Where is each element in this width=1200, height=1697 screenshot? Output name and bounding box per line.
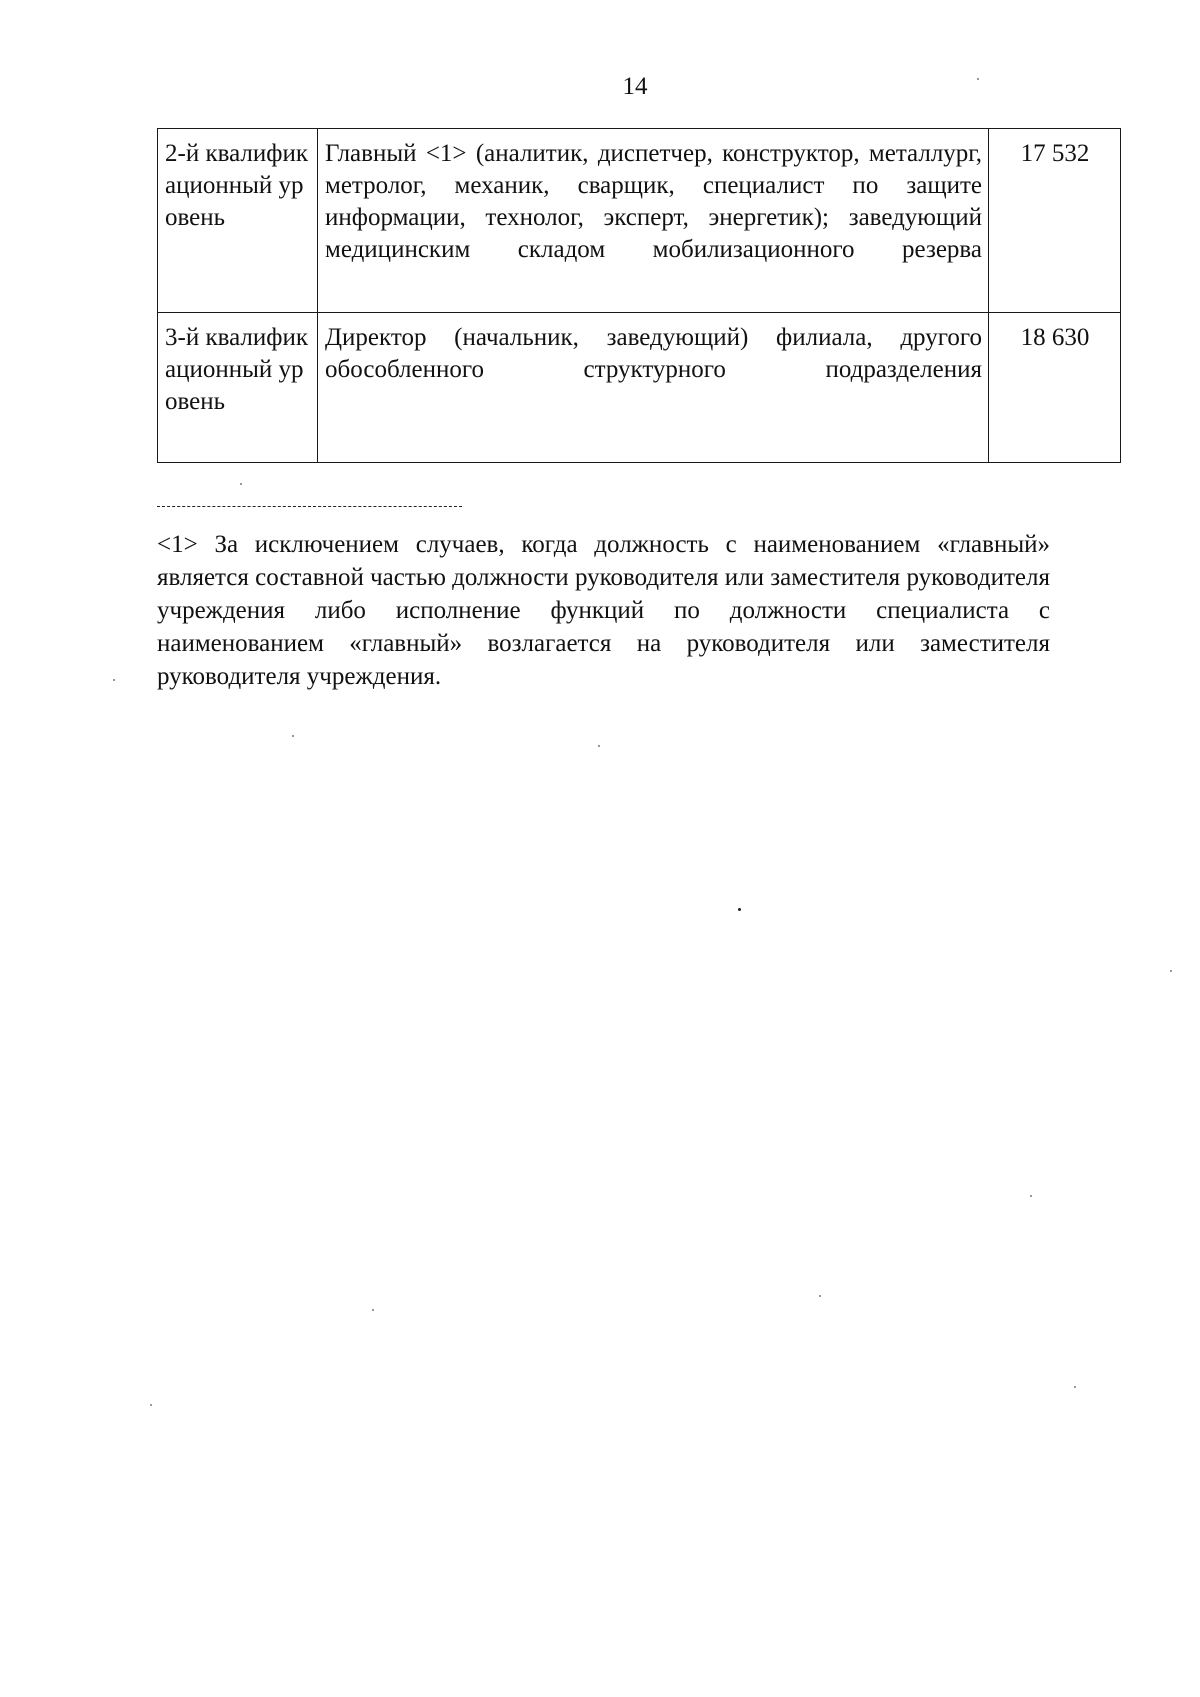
footnote-text: <1> За исключением случаев, когда должность с наименованием «главный» является составной частью должности руководителя или заместителя руководителя учреждения либо исполнение функций по должности специалиста с наименованием «главный» возлагается на руководителя или заместителя руководителя учреждения. [157, 531, 1050, 690]
scan-speck [1170, 970, 1172, 972]
scan-speck [240, 483, 242, 485]
table-row [158, 129, 1121, 313]
scan-speck [1030, 1195, 1032, 1197]
scan-speck [292, 735, 294, 737]
table-row [158, 313, 1121, 463]
qualification-level-cell: 2-й квалификационный уровень [158, 129, 318, 313]
salary-cell: 18 630 [989, 313, 1121, 463]
scan-speck [150, 1404, 152, 1406]
scan-speck [819, 1295, 821, 1297]
salary-table [157, 128, 1121, 463]
positions-cell: Директор (начальник, заведующий) филиала, другого обособленного структурного подразделения [318, 313, 989, 463]
page-number: 14 [622, 73, 648, 100]
scan-speck [372, 1309, 374, 1311]
scan-speck [738, 908, 741, 911]
scan-speck [598, 745, 600, 747]
scan-speck [1074, 1386, 1076, 1388]
scan-speck [113, 679, 115, 681]
positions-cell: Главный <1> (аналитик, диспетчер, конструктор, металлург, метролог, механик, сварщик, специалист по защите информации, технолог, эксперт, энергетик); заведующий медицинским складом мобилизационного резерва [318, 129, 989, 313]
qualification-level-cell: 3-й квалификационный уровень [158, 313, 318, 463]
scan-speck [977, 78, 979, 80]
footnote-divider [157, 506, 462, 507]
salary-cell: 17 532 [989, 129, 1121, 313]
